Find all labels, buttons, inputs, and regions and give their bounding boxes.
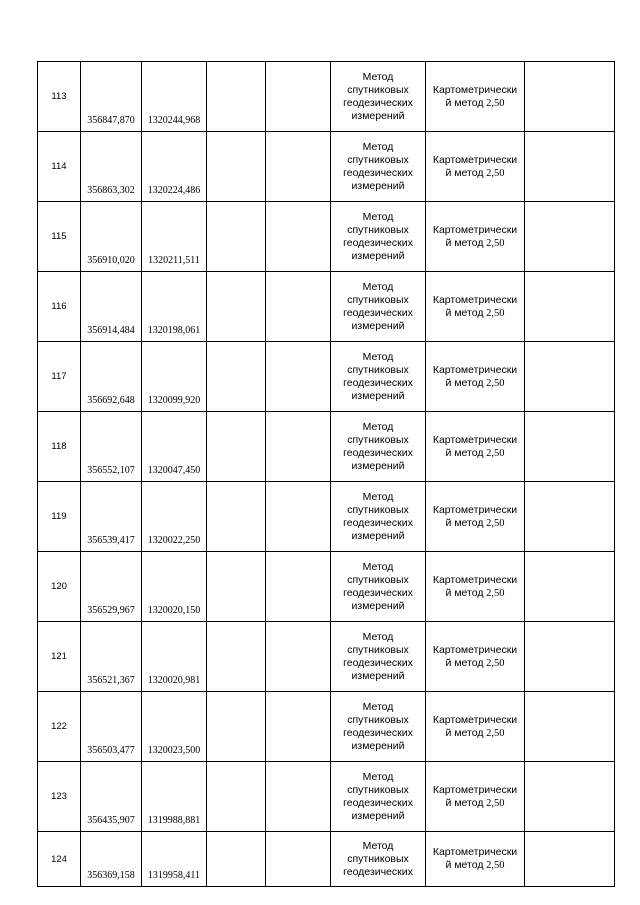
point-number-cell: 118 — [38, 412, 81, 482]
method-cell — [331, 762, 426, 832]
point-number-cell: 116 — [38, 272, 81, 342]
empty-cell — [207, 272, 266, 342]
table-body — [38, 62, 615, 887]
method-line: спутниковых — [347, 293, 409, 306]
accuracy-line-2: й метод — [445, 236, 484, 249]
coordinates-table — [37, 61, 615, 887]
accuracy-line-1: Картометрически — [432, 83, 518, 96]
point-number-cell: 121 — [38, 622, 81, 692]
empty-cell — [525, 62, 615, 132]
empty-cell — [525, 412, 615, 482]
accuracy-value: 2,50 — [486, 447, 505, 459]
accuracy-line-2: й метод — [445, 586, 484, 599]
accuracy-cell — [426, 412, 525, 482]
coordinates-table-page — [37, 61, 614, 881]
empty-cell — [266, 342, 331, 412]
method-line: спутниковых — [347, 433, 409, 446]
accuracy-cell — [426, 762, 525, 832]
coordinate-x-cell: 356847,870 — [81, 62, 142, 132]
table-row — [38, 692, 615, 762]
accuracy-line-2: й метод — [445, 516, 484, 529]
point-number-cell: 117 — [38, 342, 81, 412]
method-line: геодезических — [343, 166, 413, 179]
method-line: Метод — [362, 140, 394, 153]
method-line: спутниковых — [347, 503, 409, 516]
point-number-cell: 123 — [38, 762, 81, 832]
coordinate-x-cell: 356914,484 — [81, 272, 142, 342]
table-row — [38, 342, 615, 412]
coordinate-y-cell: 1319988,881 — [142, 762, 207, 832]
point-number-cell: 124 — [38, 832, 81, 887]
coordinate-x-cell: 356529,967 — [81, 552, 142, 622]
empty-cell — [525, 552, 615, 622]
empty-cell — [525, 762, 615, 832]
method-line: измерений — [351, 389, 405, 402]
coordinate-y-cell: 1320020,981 — [142, 622, 207, 692]
table-row — [38, 412, 615, 482]
coordinate-y-cell: 1320023,500 — [142, 692, 207, 762]
empty-cell — [207, 202, 266, 272]
accuracy-line-1: Картометрически — [432, 153, 518, 166]
coordinate-x-cell: 356539,417 — [81, 482, 142, 552]
table-row — [38, 482, 615, 552]
empty-cell — [525, 622, 615, 692]
accuracy-line-2: й метод — [445, 306, 484, 319]
accuracy-cell — [426, 692, 525, 762]
accuracy-value: 2,50 — [486, 237, 505, 249]
accuracy-line-2: й метод — [445, 376, 484, 389]
accuracy-line-2: й метод — [445, 446, 484, 459]
accuracy-line-2: й метод — [445, 859, 484, 871]
accuracy-line-1: Картометрически — [432, 846, 518, 858]
accuracy-line-2: й метод — [445, 726, 484, 739]
method-cell — [331, 272, 426, 342]
table-row — [38, 552, 615, 622]
point-number-cell: 120 — [38, 552, 81, 622]
accuracy-value: 2,50 — [486, 517, 505, 529]
empty-cell — [266, 762, 331, 832]
accuracy-cell — [426, 132, 525, 202]
method-line: спутниковых — [347, 852, 409, 865]
accuracy-line-1: Картометрически — [432, 293, 518, 306]
method-line: Метод — [362, 280, 394, 293]
accuracy-value: 2,50 — [486, 587, 505, 599]
method-line: спутниковых — [347, 83, 409, 96]
coordinate-y-cell: 1320099,920 — [142, 342, 207, 412]
method-line: спутниковых — [347, 223, 409, 236]
empty-cell — [207, 342, 266, 412]
method-line: Метод — [362, 490, 394, 503]
empty-cell — [207, 762, 266, 832]
empty-cell — [525, 342, 615, 412]
method-line: Метод — [362, 70, 394, 83]
accuracy-value: 2,50 — [486, 727, 505, 739]
empty-cell — [525, 692, 615, 762]
accuracy-value: 2,50 — [486, 377, 505, 389]
method-line: Метод — [362, 420, 394, 433]
method-line: Метод — [362, 700, 394, 713]
empty-cell — [266, 482, 331, 552]
empty-cell — [207, 482, 266, 552]
method-line: спутниковых — [347, 643, 409, 656]
empty-cell — [207, 552, 266, 622]
accuracy-cell — [426, 62, 525, 132]
coordinate-x-cell: 356863,302 — [81, 132, 142, 202]
method-line: измерений — [351, 319, 405, 332]
empty-cell — [266, 832, 331, 887]
method-cell — [331, 552, 426, 622]
empty-cell — [266, 62, 331, 132]
accuracy-line-2: й метод — [445, 796, 484, 809]
method-line: спутниковых — [347, 573, 409, 586]
accuracy-value: 2,50 — [486, 307, 505, 319]
empty-cell — [207, 412, 266, 482]
empty-cell — [266, 412, 331, 482]
method-line: Метод — [362, 770, 394, 783]
table-row — [38, 272, 615, 342]
accuracy-line-2: й метод — [445, 656, 484, 669]
method-line: Метод — [362, 210, 394, 223]
coordinate-x-cell: 356910,020 — [81, 202, 142, 272]
point-number-cell: 113 — [38, 62, 81, 132]
empty-cell — [207, 692, 266, 762]
method-line: Метод — [362, 839, 394, 852]
accuracy-value: 2,50 — [486, 797, 505, 809]
method-line: измерений — [351, 179, 405, 192]
coordinate-y-cell: 1319958,411 — [142, 832, 207, 887]
method-cell — [331, 832, 426, 887]
accuracy-cell — [426, 622, 525, 692]
accuracy-line-1: Картометрически — [432, 433, 518, 446]
coordinate-y-cell: 1320211,511 — [142, 202, 207, 272]
accuracy-value: 2,50 — [486, 167, 505, 179]
empty-cell — [266, 622, 331, 692]
empty-cell — [525, 132, 615, 202]
method-line: геодезических — [343, 796, 413, 809]
method-line: геодезических — [343, 726, 413, 739]
coordinate-x-cell: 356435,907 — [81, 762, 142, 832]
accuracy-line-1: Картометрически — [432, 783, 518, 796]
method-line: геодезических — [343, 96, 413, 109]
method-line: геодезических — [343, 376, 413, 389]
accuracy-line-1: Картометрически — [432, 573, 518, 586]
empty-cell — [525, 832, 615, 887]
coordinate-y-cell: 1320198,061 — [142, 272, 207, 342]
coordinate-y-cell: 1320022,250 — [142, 482, 207, 552]
table-row — [38, 132, 615, 202]
coordinate-y-cell: 1320224,486 — [142, 132, 207, 202]
method-line: геодезических — [343, 446, 413, 459]
coordinate-y-cell: 1320244,968 — [142, 62, 207, 132]
coordinate-x-cell: 356369,158 — [81, 832, 142, 887]
empty-cell — [207, 832, 266, 887]
accuracy-cell — [426, 482, 525, 552]
accuracy-line-1: Картометрически — [432, 223, 518, 236]
method-line: измерений — [351, 459, 405, 472]
method-cell — [331, 202, 426, 272]
method-line: геодезических — [343, 586, 413, 599]
accuracy-line-1: Картометрически — [432, 503, 518, 516]
coordinate-y-cell: 1320020,150 — [142, 552, 207, 622]
coordinate-x-cell: 356503,477 — [81, 692, 142, 762]
method-line: Метод — [362, 560, 394, 573]
empty-cell — [266, 552, 331, 622]
method-cell — [331, 62, 426, 132]
accuracy-line-1: Картометрически — [432, 363, 518, 376]
method-line: геодезических — [343, 306, 413, 319]
empty-cell — [266, 132, 331, 202]
method-line: геодезических — [343, 516, 413, 529]
empty-cell — [266, 202, 331, 272]
method-cell — [331, 482, 426, 552]
empty-cell — [207, 132, 266, 202]
method-line: измерений — [351, 529, 405, 542]
accuracy-cell — [426, 272, 525, 342]
method-cell — [331, 412, 426, 482]
point-number-cell: 122 — [38, 692, 81, 762]
method-cell — [331, 692, 426, 762]
empty-cell — [207, 62, 266, 132]
method-line: измерений — [351, 109, 405, 122]
method-line: измерений — [351, 249, 405, 262]
accuracy-cell — [426, 552, 525, 622]
table-row — [38, 62, 615, 132]
accuracy-line-1: Картометрически — [432, 713, 518, 726]
method-line: измерений — [351, 809, 405, 822]
empty-cell — [525, 202, 615, 272]
method-cell — [331, 132, 426, 202]
coordinate-y-cell: 1320047,450 — [142, 412, 207, 482]
table-row — [38, 762, 615, 832]
accuracy-value: 2,50 — [486, 97, 505, 109]
method-line: Метод — [362, 350, 394, 363]
empty-cell — [207, 622, 266, 692]
accuracy-line-2: й метод — [445, 166, 484, 179]
coordinate-x-cell: 356521,367 — [81, 622, 142, 692]
empty-cell — [525, 272, 615, 342]
accuracy-cell — [426, 342, 525, 412]
method-line: измерений — [351, 599, 405, 612]
coordinate-x-cell: 356552,107 — [81, 412, 142, 482]
empty-cell — [266, 272, 331, 342]
method-line: спутниковых — [347, 783, 409, 796]
method-line: геодезических — [343, 656, 413, 669]
accuracy-value: 2,50 — [486, 860, 505, 871]
method-line: измерений — [351, 669, 405, 682]
accuracy-value: 2,50 — [486, 657, 505, 669]
point-number-cell: 114 — [38, 132, 81, 202]
method-line: спутниковых — [347, 153, 409, 166]
point-number-cell: 115 — [38, 202, 81, 272]
empty-cell — [525, 482, 615, 552]
method-line: Метод — [362, 630, 394, 643]
accuracy-cell — [426, 832, 525, 887]
method-line: измерений — [351, 739, 405, 752]
table-row — [38, 832, 615, 887]
table-row — [38, 622, 615, 692]
method-line: геодезических — [343, 865, 413, 878]
method-line: спутниковых — [347, 363, 409, 376]
method-line: спутниковых — [347, 713, 409, 726]
method-cell — [331, 342, 426, 412]
empty-cell — [266, 692, 331, 762]
accuracy-cell — [426, 202, 525, 272]
table-row — [38, 202, 615, 272]
method-line: геодезических — [343, 236, 413, 249]
point-number-cell: 119 — [38, 482, 81, 552]
accuracy-line-2: й метод — [445, 96, 484, 109]
accuracy-line-1: Картометрически — [432, 643, 518, 656]
method-cell — [331, 622, 426, 692]
coordinate-x-cell: 356692,648 — [81, 342, 142, 412]
